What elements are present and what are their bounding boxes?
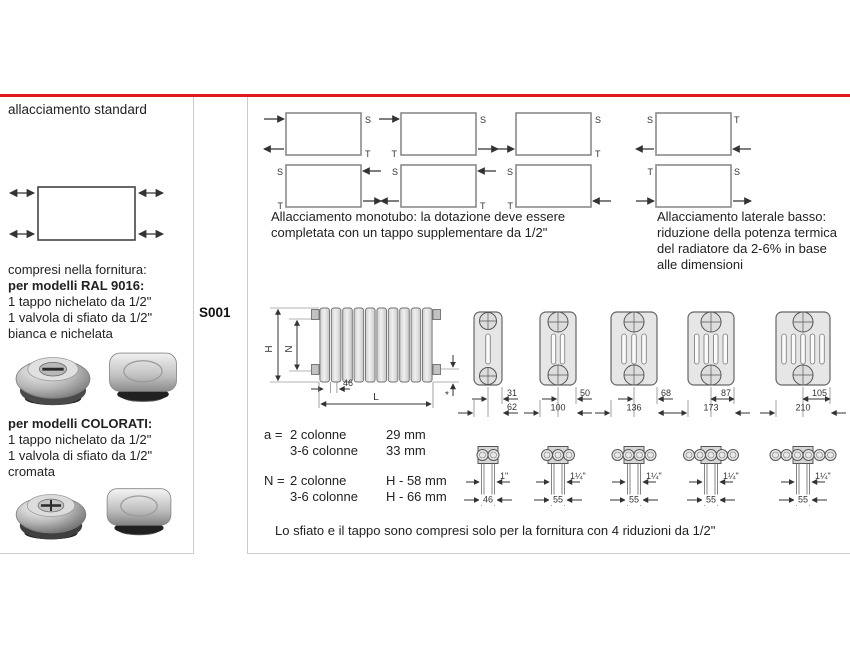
- svg-text:55: 55: [705, 494, 717, 505]
- svg-text:55: 55: [552, 494, 564, 505]
- svg-text:1": 1": [500, 471, 509, 481]
- topview-4col: [610, 447, 662, 507]
- svg-text:50: 50: [580, 388, 591, 398]
- svg-text:46: 46: [482, 494, 494, 505]
- radiator-body: [312, 308, 441, 382]
- svg-text:T: T: [365, 149, 371, 159]
- svg-text:L: L: [373, 392, 379, 403]
- svg-text:136: 136: [626, 402, 642, 413]
- topview-3col: [534, 447, 586, 507]
- spec-a-row2: 3-6 colonne 33 mm: [290, 443, 426, 458]
- colorati-heading: per modelli COLORATI:: [8, 416, 153, 431]
- svg-text:1¼": 1¼": [646, 471, 662, 481]
- svg-text:T: T: [480, 201, 486, 211]
- svg-text:S: S: [276, 167, 283, 177]
- topview-2col: [464, 447, 512, 507]
- svg-text:*: *: [445, 390, 449, 401]
- svg-text:100: 100: [550, 402, 566, 413]
- svg-text:105: 105: [811, 388, 827, 398]
- topview-6col: [770, 447, 836, 507]
- ral-line-3: bianca e nichelata: [8, 326, 113, 341]
- colorati-line-3: cromata: [8, 464, 55, 479]
- svg-text:S: S: [480, 115, 487, 125]
- top-views: [464, 447, 836, 507]
- column-sections-diagram: [453, 292, 850, 520]
- svg-text:31: 31: [507, 388, 518, 398]
- svg-text:T: T: [647, 167, 653, 177]
- svg-text:55: 55: [797, 494, 809, 505]
- svg-text:S: S: [506, 167, 513, 177]
- svg-text:46: 46: [343, 378, 354, 388]
- section-3col: [540, 312, 576, 385]
- section-dimension-labels: [507, 388, 827, 413]
- svg-text:1¼": 1¼": [723, 471, 739, 481]
- svg-text:S: S: [646, 115, 653, 125]
- svg-text:55: 55: [628, 494, 640, 505]
- section-2col: [474, 312, 502, 385]
- spec-n-row1: N = 2 colonne H - 58 mm: [264, 473, 447, 488]
- ral-line-1: 1 tappo nichelato da 1/2": [8, 294, 152, 309]
- standard-connection-title: allacciamento standard: [8, 102, 147, 117]
- svg-text:H: H: [264, 345, 275, 353]
- hex-plug-photo: [100, 347, 186, 407]
- svg-text:S: S: [734, 167, 741, 177]
- section-5col: [688, 312, 734, 385]
- svg-text:173: 173: [703, 402, 719, 413]
- svg-text:210: 210: [795, 402, 811, 413]
- laterale-basso-caption: Allacciamento laterale basso: riduzione della potenza termica del radiatore da 2-6% in base alle dimensioni: [657, 209, 837, 272]
- section-6col: [776, 312, 830, 385]
- ral-heading: per modelli RAL 9016:: [8, 278, 145, 293]
- connection-schemes-diagram: [248, 105, 768, 217]
- colorati-line-1: 1 tappo nichelato da 1/2": [8, 432, 152, 447]
- svg-text:87: 87: [720, 388, 731, 398]
- hex-plug-photo-2: [98, 483, 180, 540]
- radiator-boxes: [286, 113, 731, 207]
- svg-text:62: 62: [507, 402, 518, 412]
- left-panel: [0, 97, 194, 554]
- monotubo-caption: Allacciamento monotubo: la dotazione deve essere completata con un tappo supplementare da 1/2": [271, 209, 566, 240]
- standard-connection-diagram: [0, 182, 180, 248]
- svg-text:S: S: [391, 167, 398, 177]
- svg-text:N: N: [284, 345, 295, 353]
- topview-5col: [684, 447, 739, 507]
- radiator-outline: [38, 187, 135, 240]
- air-vent-valve-photo: [4, 340, 102, 410]
- svg-text:1¼": 1¼": [815, 471, 831, 481]
- svg-text:T: T: [391, 149, 397, 159]
- supply-heading: compresi nella fornitura:: [8, 262, 147, 277]
- spec-a-row1: a = 2 colonne 29 mm: [264, 427, 426, 442]
- right-panel: [247, 97, 850, 554]
- dimension-spec-block: [264, 427, 447, 505]
- footer-note: Lo sfiato e il tappo sono compresi solo per la fornitura con 4 riduzioni da 1/2": [275, 523, 716, 538]
- section-4col: [611, 312, 657, 385]
- colorati-line-2: 1 valvola di sfiato da 1/2": [8, 448, 153, 463]
- svg-text:1¼": 1¼": [570, 471, 586, 481]
- svg-text:S: S: [595, 115, 602, 125]
- svg-text:T: T: [595, 149, 601, 159]
- svg-text:T: T: [734, 115, 740, 125]
- svg-text:S: S: [365, 115, 372, 125]
- svg-text:T: T: [277, 201, 283, 211]
- spec-n-row2: 3-6 colonne H - 66 mm: [290, 489, 447, 504]
- radiator-front-view: [256, 293, 471, 423]
- model-code: S001: [199, 305, 231, 320]
- svg-text:68: 68: [661, 388, 672, 398]
- chrome-vent-valve-photo: [4, 478, 98, 544]
- svg-text:T: T: [507, 201, 513, 211]
- ral-line-2: 1 valvola di sfiato da 1/2": [8, 310, 153, 325]
